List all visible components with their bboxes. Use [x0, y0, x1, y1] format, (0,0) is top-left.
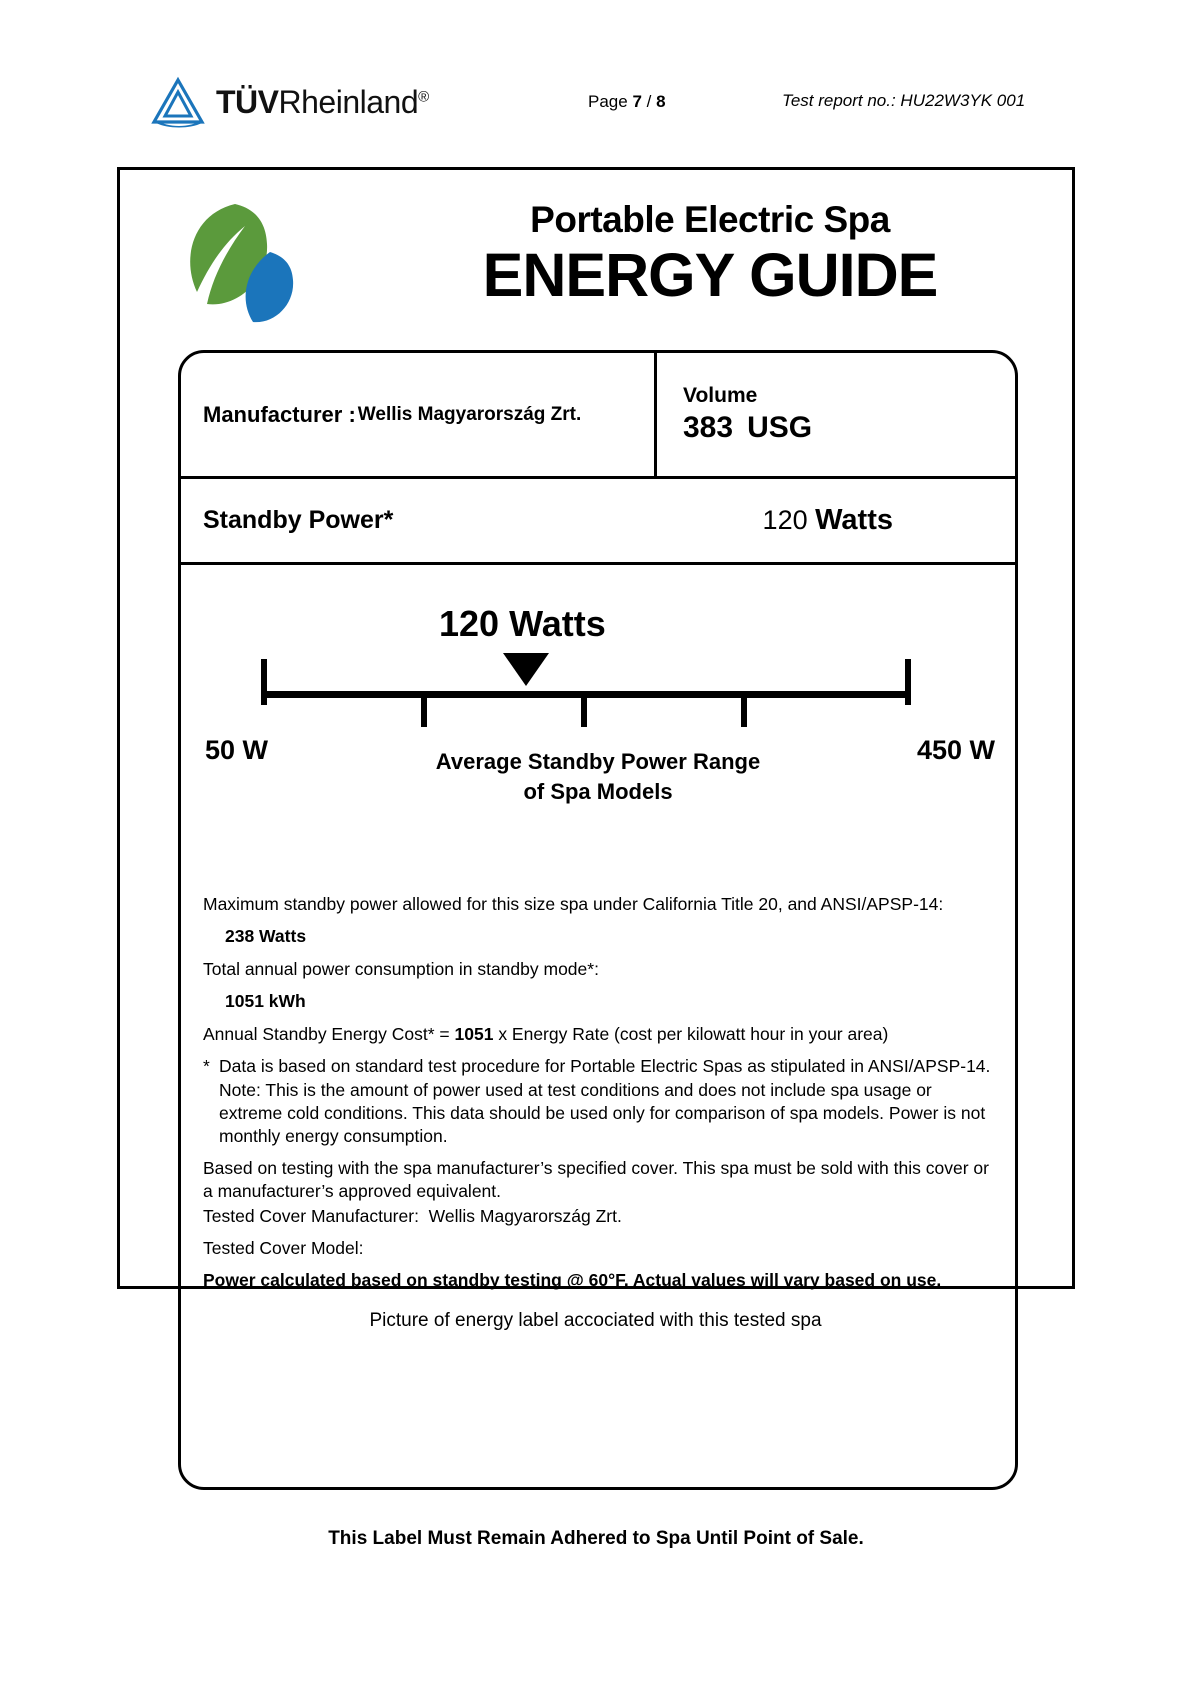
- range-tick-250: [581, 691, 587, 727]
- annual-consumption-value: 1051 kWh: [225, 991, 306, 1012]
- manufacturer-volume-row: [181, 353, 1015, 479]
- leaf-icon: [175, 200, 310, 340]
- tested-cover-manufacturer-line: [203, 1205, 999, 1228]
- tuv-rheinland-logo: [150, 76, 429, 128]
- annual-cost-prefix: Annual Standby Energy Cost* =: [203, 1024, 450, 1045]
- annual-cost-suffix: x Energy Rate (cost per kilowatt hour in your area): [498, 1024, 889, 1045]
- label-title: ENERGY GUIDE: [482, 240, 938, 309]
- volume-value-row: [683, 411, 1015, 445]
- standby-power-unit: Watts: [815, 504, 893, 536]
- volume-value: 383: [683, 411, 734, 444]
- page-number: [588, 92, 666, 112]
- registered-mark: ®: [418, 87, 429, 105]
- range-tick-350: [741, 691, 747, 727]
- manufacturer-value: Wellis Magyarország Zrt.: [357, 403, 582, 425]
- range-marker-triangle-icon: [503, 653, 549, 686]
- footnote-star: *: [203, 1056, 210, 1077]
- volume-label: Volume: [683, 384, 758, 407]
- tested-cover-model-label: Tested Cover Model:: [203, 1238, 364, 1259]
- tuv-triangle-icon: [150, 76, 206, 128]
- annual-consumption-text: Total annual power consumption in standby mode*:: [203, 959, 599, 980]
- standby-power-label: Standby Power*: [203, 506, 394, 534]
- standby-power-row: [181, 479, 1015, 565]
- standby-range-chart: [181, 565, 1015, 885]
- footnote: [203, 1055, 999, 1147]
- standby-power-value: 120: [762, 505, 808, 535]
- range-marker-label: 120 Watts: [439, 603, 606, 644]
- range-min-label: 50 W: [205, 735, 269, 765]
- max-allowed-value: 238 Watts: [225, 926, 307, 947]
- manufacturer-label: Manufacturer :: [203, 401, 356, 427]
- range-max-label: 450 W: [916, 735, 995, 765]
- page-current: 7: [632, 92, 642, 111]
- figure-caption: Picture of energy label accociated with this tested spa: [369, 1310, 822, 1331]
- range-caption-line1: Average Standby Power Range: [435, 749, 761, 774]
- page-label: Page: [588, 92, 628, 111]
- page-separator: /: [646, 92, 652, 111]
- annual-cost-line: [203, 1023, 999, 1046]
- range-tick-150: [421, 691, 427, 727]
- tuv-wordmark: TÜVRheinland®: [216, 83, 429, 120]
- range-tick-min: [261, 659, 267, 705]
- report-number: Test report no.: HU22W3YK 001: [782, 91, 1026, 110]
- adhered-note: This Label Must Remain Adhered to Spa Until Point of Sale.: [328, 1528, 864, 1549]
- volume-cell: [657, 353, 1015, 476]
- label-details: [203, 893, 999, 1301]
- tested-cover-manufacturer-label: Tested Cover Manufacturer:: [203, 1206, 419, 1227]
- footnote-text: Data is based on standard test procedure for Portable Electric Spas as stipulated in ANSI/APSP-14. Note: This is the amount of power used at test conditions and does not include spa usage or extreme cold conditions. This data should be used only for comparison of spa models. Power is not monthly energy consumption.: [219, 1056, 991, 1146]
- max-allowed-text: Maximum standby power allowed for this size spa under California Title 20, and ANSI/APSP-14:: [203, 894, 944, 914]
- power-note: Power calculated based on standby testing @ 60°F. Actual values will vary based on use.: [203, 1270, 942, 1291]
- page-total: 8: [656, 92, 666, 111]
- label-subtitle: Portable Electric Spa: [530, 199, 890, 240]
- energy-guide-header: [175, 200, 1015, 340]
- page-header: [0, 76, 1191, 136]
- standby-power-value-group: [763, 504, 893, 537]
- range-caption-line2: of Spa Models: [523, 778, 673, 804]
- tested-cover-manufacturer-value: Wellis Magyarország Zrt.: [428, 1206, 622, 1227]
- range-caption: [181, 747, 1015, 806]
- cover-text: Based on testing with the spa manufacturer’s specified cover. This spa must be sold with this cover or a manufacturer’s approved equivalent.: [203, 1157, 989, 1201]
- tested-cover-model-line: [203, 1237, 999, 1260]
- annual-cost-value: 1051: [454, 1024, 494, 1045]
- manufacturer-cell: [181, 353, 657, 476]
- range-tick-max: [905, 659, 911, 705]
- volume-unit: USG: [747, 411, 813, 444]
- energy-guide-title-block: [400, 200, 1020, 307]
